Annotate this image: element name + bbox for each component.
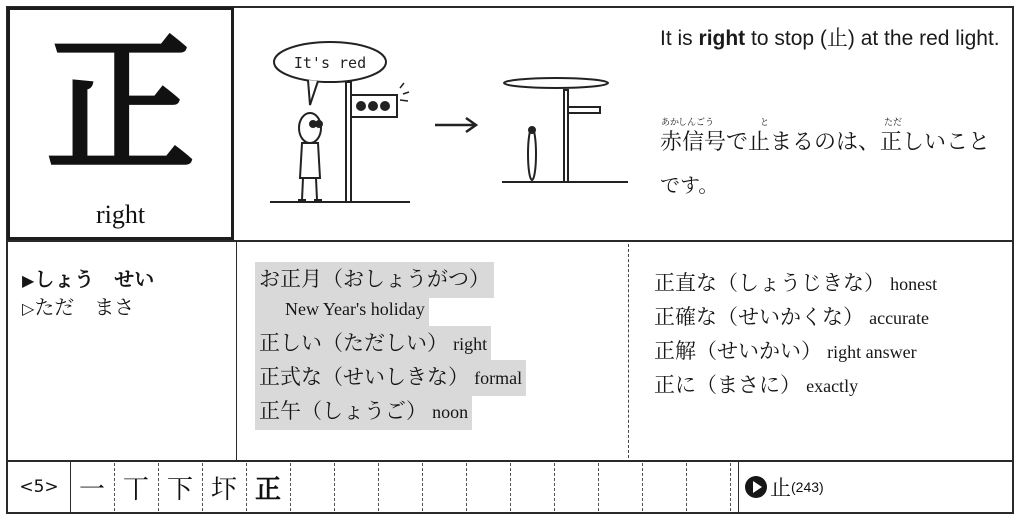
- stroke-cell-divider: [290, 463, 291, 511]
- vocab-word: 正式な（せいしきな）: [259, 365, 469, 389]
- furigana-row: [660, 115, 1010, 127]
- outline-triangle-icon: ▷: [22, 299, 35, 318]
- stroke-step-3: 下: [166, 474, 193, 505]
- vocab-word: お正月（おしょうがつ）: [259, 267, 490, 291]
- vocab-primary-item: [255, 326, 526, 360]
- stroke-step-5: 正: [254, 474, 281, 505]
- vocab-secondary-item: [654, 334, 937, 368]
- frame-bottom: [6, 512, 1014, 514]
- mnemonic-en-bold: right: [698, 27, 746, 50]
- play-circle-icon: [745, 476, 767, 498]
- vocab-primary-item: [255, 360, 526, 394]
- stroke-cell-divider: [730, 463, 731, 511]
- stroke-cell-divider: [554, 463, 555, 511]
- stroke-cell-divider: [642, 463, 643, 511]
- vocab-word: 正解（せいかい）: [654, 339, 822, 363]
- vocab-secondary-item: [654, 300, 937, 334]
- stroke-cell-divider: [422, 463, 423, 511]
- mnemonic-jp-line1: 赤信号で止まるのは、正しいこと: [660, 130, 991, 155]
- furigana-shingou: しんごう: [678, 118, 715, 128]
- stroke-cell-divider: [334, 463, 335, 511]
- on-reading: しょう せい: [34, 267, 155, 291]
- vocab-primary-item: [255, 394, 526, 428]
- on-reading-row: [22, 266, 154, 294]
- stroke-step-4: 圷: [210, 474, 237, 505]
- divider-top-middle: [6, 240, 1014, 242]
- divider-readings: [236, 241, 237, 461]
- stroke-step-1: 一: [78, 474, 105, 505]
- speech-bubble-text: It's red: [293, 54, 367, 72]
- mnemonic-en-before: It is: [660, 27, 699, 50]
- mnemonic-en-after: to stop (止) at the red light.: [745, 27, 1000, 50]
- vocab-primary-item: [255, 262, 526, 296]
- vocab-secondary-item: [654, 266, 937, 300]
- kanji-meaning: right: [95, 200, 146, 229]
- mnemonic-illustration: [240, 10, 635, 238]
- kanji-shape-illustration: [502, 78, 628, 182]
- stroke-count: <5>: [19, 477, 59, 497]
- mnemonic-jp-line2: です。: [660, 173, 719, 197]
- arrow-right-icon: [435, 118, 476, 132]
- frame-right: [1012, 6, 1014, 514]
- reference-kanji: 止: [770, 476, 791, 500]
- furigana-to: と: [760, 118, 770, 128]
- reference-kanji-link[interactable]: [745, 462, 865, 512]
- stroke-step-2: 丅: [122, 474, 149, 505]
- vocab-secondary-item: [654, 368, 937, 402]
- person-figure: [298, 113, 322, 200]
- vocab-word: 正に（まさに）: [654, 373, 801, 397]
- main-kanji: 正: [45, 18, 196, 194]
- stroke-cell-divider: [510, 463, 511, 511]
- divider-vocab-dashed: [628, 244, 629, 458]
- vocab-secondary-list: [654, 266, 937, 402]
- stroke-cell-divider: [466, 463, 467, 511]
- vocab-word: 正直な（しょうじきな）: [654, 271, 885, 295]
- kanji-card: [7, 7, 234, 240]
- vocab-meaning: noon: [432, 402, 469, 422]
- vocab-word: 正確な（せいかくな）: [654, 305, 864, 329]
- furigana-aka: あか: [661, 118, 680, 128]
- vocab-meaning: exactly: [806, 376, 859, 396]
- traffic-light: [346, 82, 409, 202]
- filled-triangle-icon: ▶: [22, 271, 35, 290]
- kun-reading: ただ まさ: [34, 295, 135, 319]
- vocab-meaning: New Year's holiday: [285, 299, 425, 319]
- stroke-cell-divider: [378, 463, 379, 511]
- vocab-word: 正午（しょうご）: [259, 399, 427, 423]
- mnemonic-japanese: [660, 115, 1010, 201]
- reference-divider: [738, 461, 739, 512]
- vocab-meaning: accurate: [869, 308, 930, 328]
- readings: [22, 266, 154, 322]
- stroke-cell-divider: [598, 463, 599, 511]
- mnemonic-english: [660, 24, 1005, 54]
- stroke-cell-divider: [686, 463, 687, 511]
- vocab-meaning: right answer: [827, 342, 917, 362]
- vocab-word: 正しい（ただしい）: [259, 331, 448, 355]
- reference-number: (243): [791, 479, 824, 495]
- kun-reading-row: [22, 294, 154, 322]
- vocab-meaning: formal: [474, 368, 523, 388]
- furigana-tada: ただ: [884, 118, 903, 128]
- vocab-primary-list: [255, 262, 526, 428]
- vocab-meaning: right: [453, 334, 488, 354]
- vocab-meaning: honest: [890, 274, 938, 294]
